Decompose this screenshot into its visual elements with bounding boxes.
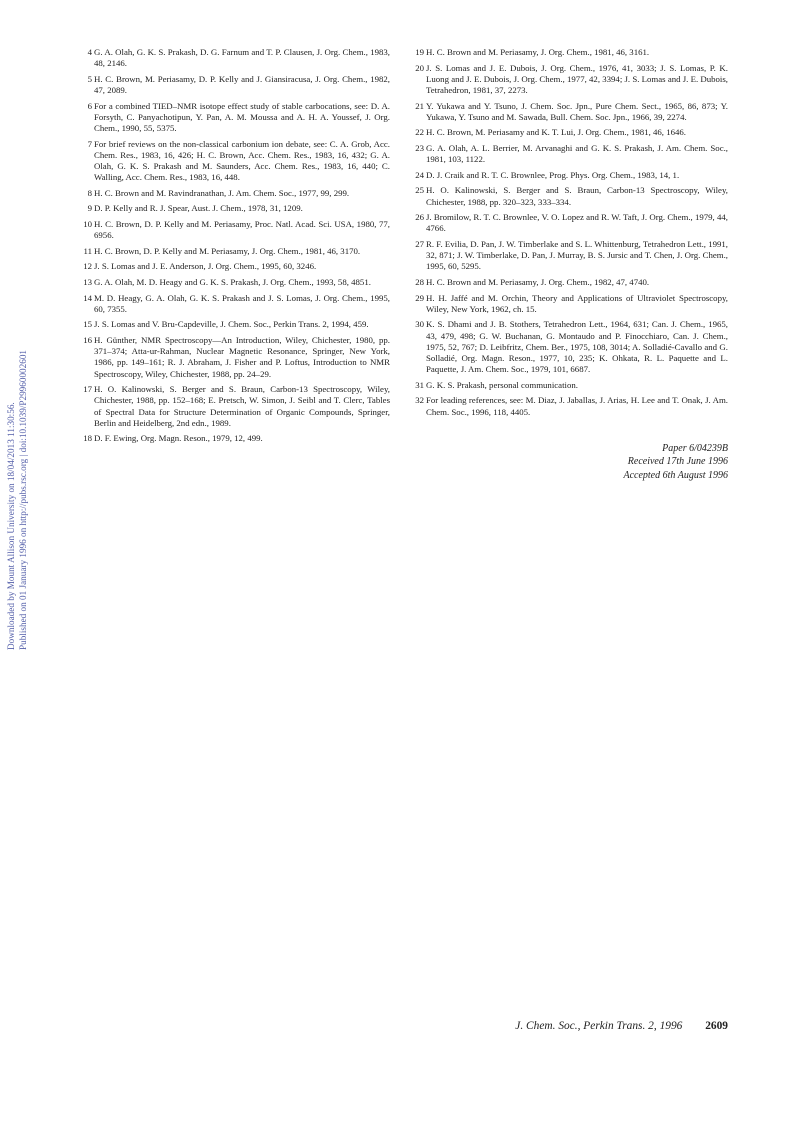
- reference-item: [416, 239, 728, 273]
- reference-number: 26: [415, 212, 424, 223]
- reference-item: [416, 380, 728, 391]
- reference-number: 31: [415, 379, 424, 390]
- reference-number: 16: [83, 334, 92, 345]
- reference-item: [416, 185, 728, 207]
- paper-number: Paper 6/04239B: [662, 443, 728, 454]
- reference-number: 27: [415, 238, 424, 249]
- download-notice-line-1: Downloaded by Mount Allison University on 18/04/2013 11:30:56.: [6, 402, 16, 650]
- reference-number: 15: [83, 319, 92, 330]
- reference-item: [416, 143, 728, 165]
- reference-item: [416, 212, 728, 234]
- download-notice-line-2[interactable]: Published on 01 January 1996 on http://pubs.rsc.org | doi:10.1039/P29960002601: [17, 349, 28, 650]
- reference-number: 7: [87, 138, 92, 149]
- reference-number: 21: [415, 100, 424, 111]
- reference-text: H. H. Jaffé and M. Orchin, Theory and Applications of Ultraviolet Spectroscopy, Wiley, New York, 1962, ch. 15.: [426, 292, 728, 314]
- reference-text: G. A. Olah, M. D. Heagy and G. K. S. Prakash, J. Org. Chem., 1993, 58, 4851.: [94, 276, 371, 287]
- reference-text: H. C. Brown and M. Periasamy, J. Org. Chem., 1981, 46, 3161.: [426, 47, 650, 57]
- reference-text: J. Bromilow, R. T. C. Brownlee, V. O. Lopez and R. W. Taft, J. Org. Chem., 1979, 44, 4766.: [426, 212, 728, 234]
- reference-text: G. K. S. Prakash, personal communication.: [426, 379, 578, 390]
- reference-item: [416, 47, 728, 58]
- reference-text: For a combined TIED–NMR isotope effect study of stable carbocations, see: D. A. Forsyth, C. Panyachotipun, Y. Pan, A. M. Moussa and A. H. A. Youssef, J. Org. Chem., 1990, 55, 5375.: [94, 100, 390, 133]
- reference-item: [416, 101, 728, 123]
- reference-text: D. P. Kelly and R. J. Spear, Aust. J. Chem., 1978, 31, 1209.: [94, 203, 303, 214]
- reference-item: [416, 293, 728, 315]
- reference-number: 10: [83, 218, 92, 229]
- reference-item: [416, 63, 728, 97]
- reference-number: 18: [83, 433, 92, 444]
- reference-item: [84, 74, 390, 96]
- reference-text: G. A. Olah, A. L. Berrier, M. Arvanaghi and G. K. S. Prakash, J. Am. Chem. Soc., 1981, 103, 1122.: [426, 142, 728, 165]
- reference-number: 6: [87, 100, 92, 111]
- reference-text: J. S. Lomas and J. E. Dubois, J. Org. Chem., 1976, 41, 3033; J. S. Lomas, P. K. Luong and J. E. Dubois, J. Org. Chem., 1977, 42, 3394; J. S. Lomas and J. E. Dubois, Tetrahedron, 1981, 37, 2273.: [426, 62, 728, 95]
- reference-number: 12: [83, 261, 92, 272]
- reference-text: Y. Yukawa and Y. Tsuno, J. Chem. Soc. Jpn., Pure Chem. Sect., 1965, 86, 873; Y. Yukawa, Y. Tsuno and M. Sawada, Bull. Chem. Soc. Jpn., 1966, 39, 2274.: [426, 100, 728, 122]
- reference-text: J. S. Lomas and V. Bru-Capdeville, J. Chem. Soc., Perkin Trans. 2, 1994, 459.: [94, 319, 369, 330]
- reference-text: H. C. Brown and M. Ravindranathan, J. Am. Chem. Soc., 1977, 99, 299.: [94, 187, 350, 198]
- reference-item: [84, 188, 390, 199]
- reference-text: H. O. Kalinowski, S. Berger and S. Braun, Carbon-13 Spectroscopy, Wiley, Chichester, 1988, pp. 152–168; E. Pretsch, W. Simon, J. Seibl and T. Clerc, Tables of Spectral Data for Structure Determination of Organic Compounds, Springer, Berlin and Heidelberg, 2nd edn., 1989.: [94, 384, 390, 428]
- reference-item: [416, 277, 728, 288]
- reference-number: 28: [415, 276, 424, 287]
- reference-item: [84, 101, 390, 135]
- reference-number: 13: [83, 276, 92, 287]
- reference-text: D. J. Craik and R. T. C. Brownlee, Prog. Phys. Org. Chem., 1983, 14, 1.: [426, 169, 680, 180]
- reference-text: H. O. Kalinowski, S. Berger and S. Braun, Carbon-13 Spectroscopy, Wiley, Chichester, 1988, pp. 320–323, 333–334.: [426, 185, 728, 207]
- reference-text: For leading references, see: M. Diaz, J. Jaballas, J. Arias, H. Lee and T. Onak, J. Am. Chem. Soc., 1996, 118, 4405.: [426, 395, 728, 417]
- reference-text: For brief reviews on the non-classical carbonium ion debate, see: C. A. Grob, Acc. Chem. Res., 1983, 16, 426; H. C. Brown, Acc. Chem. Res., 1983, 16, 432; G. A. Olah, G. K. S. Prakash and M. Saunders, Acc. Chem. Res., 1983, 16, 440; C. Walling, Acc. Chem. Res., 1983, 16, 448.: [94, 138, 390, 183]
- reference-item: [84, 433, 390, 444]
- reference-number: 32: [415, 395, 424, 406]
- reference-number: 8: [87, 187, 92, 198]
- reference-item: [84, 203, 390, 214]
- reference-number: 14: [83, 292, 92, 303]
- reference-number: 19: [415, 47, 424, 57]
- reference-text: H. C. Brown, M. Periasamy and K. T. Lui, J. Org. Chem., 1981, 46, 1646.: [426, 127, 686, 138]
- reference-number: 25: [415, 185, 424, 196]
- reference-number: 24: [415, 169, 424, 180]
- journal-citation: J. Chem. Soc., Perkin Trans. 2, 1996: [515, 1020, 683, 1032]
- references-left-column: [84, 47, 390, 449]
- reference-item: [84, 319, 390, 330]
- references-right-column: [416, 47, 728, 422]
- reference-number: 22: [415, 127, 424, 138]
- reference-number: 29: [415, 292, 424, 303]
- received-date: Received 17th June 1996: [627, 456, 728, 468]
- reference-item: [84, 293, 390, 315]
- reference-item: [84, 246, 390, 257]
- reference-item: [84, 335, 390, 380]
- reference-text: J. S. Lomas and J. E. Anderson, J. Org. Chem., 1995, 60, 3246.: [94, 261, 317, 272]
- reference-item: [84, 219, 390, 241]
- reference-number: 23: [415, 142, 424, 153]
- reference-text: H. C. Brown, D. P. Kelly and M. Periasamy, J. Org. Chem., 1981, 46, 3170.: [94, 245, 361, 256]
- reference-number: 30: [415, 319, 424, 330]
- reference-text: H. C. Brown, D. P. Kelly and M. Periasamy, Proc. Natl. Acad. Sci. USA, 1980, 77, 6956.: [94, 218, 390, 241]
- reference-item: [84, 47, 390, 69]
- page-number: 2609: [705, 1020, 728, 1032]
- reference-text: M. D. Heagy, G. A. Olah, G. K. S. Prakash and J. S. Lomas, J. Org. Chem., 1995, 60, 7355.: [94, 292, 390, 314]
- reference-item: [84, 261, 390, 272]
- reference-item: [416, 395, 728, 417]
- reference-item: [84, 277, 390, 288]
- paper-info: [623, 442, 728, 482]
- reference-item: [84, 384, 390, 429]
- reference-text: H. Günther, NMR Spectroscopy—An Introduction, Wiley, Chichester, 1980, pp. 371–374; Atta-ur-Rahman, Nuclear Magnetic Resonance, Springer, New York, 1986, pp. 149–161; R. J. Abraham, J. Fisher and P. Loftus, Introduction to NMR Spectroscopy, Wiley, Chichester, 1988, pp. 24–29.: [94, 334, 390, 379]
- reference-text: R. F. Evilia, D. Pan, J. W. Timberlake and S. L. Whittenburg, Tetrahedron Lett., 1991, 32, 871; J. W. Timberlake, D. Pan, J. Murray, B. S. Jursic and T. Chen, J. Org. Chem., 1995, 60, 5295.: [426, 238, 728, 272]
- reference-text: D. F. Ewing, Org. Magn. Reson., 1979, 12, 499.: [94, 433, 263, 444]
- reference-number: 9: [87, 203, 92, 214]
- accepted-date: Accepted 6th August 1996: [623, 469, 728, 481]
- reference-number: 4: [87, 47, 92, 57]
- reference-item: [416, 127, 728, 138]
- reference-text: G. A. Olah, G. K. S. Prakash, D. G. Farnum and T. P. Clausen, J. Org. Chem., 1983, 48, 2146.: [94, 47, 390, 69]
- reference-text: K. S. Dhami and J. B. Stothers, Tetrahedron Lett., 1964, 631; Can. J. Chem., 1965, 43, 479, 498; G. W. Buchanan, G. Montaudo and P. Finocchiaro, Can. J. Chem., 1975, 52, 767; D. Leibfritz, Chem. Ber., 1975, 108, 3014; A. Solladié-Cavallo and G. Solladié, Org. Magn. Reson., 1977, 10, 235; K. Ohkata, R. L. Paquette and L. Paquette, J. Am. Chem. Soc., 1979, 101, 6687.: [426, 319, 728, 375]
- reference-number: 17: [83, 384, 92, 395]
- reference-item: [416, 319, 728, 375]
- reference-text: H. C. Brown, M. Periasamy, D. P. Kelly and J. Giansiracusa, J. Org. Chem., 1982, 47, 2089.: [94, 73, 390, 95]
- reference-item: [416, 170, 728, 181]
- reference-number: 20: [415, 62, 424, 73]
- page-footer: [515, 1020, 728, 1032]
- download-notice: [2, 349, 32, 650]
- reference-text: H. C. Brown and M. Periasamy, J. Org. Chem., 1982, 47, 4740.: [426, 276, 650, 287]
- reference-number: 11: [83, 245, 92, 256]
- reference-item: [84, 139, 390, 184]
- reference-number: 5: [87, 73, 92, 84]
